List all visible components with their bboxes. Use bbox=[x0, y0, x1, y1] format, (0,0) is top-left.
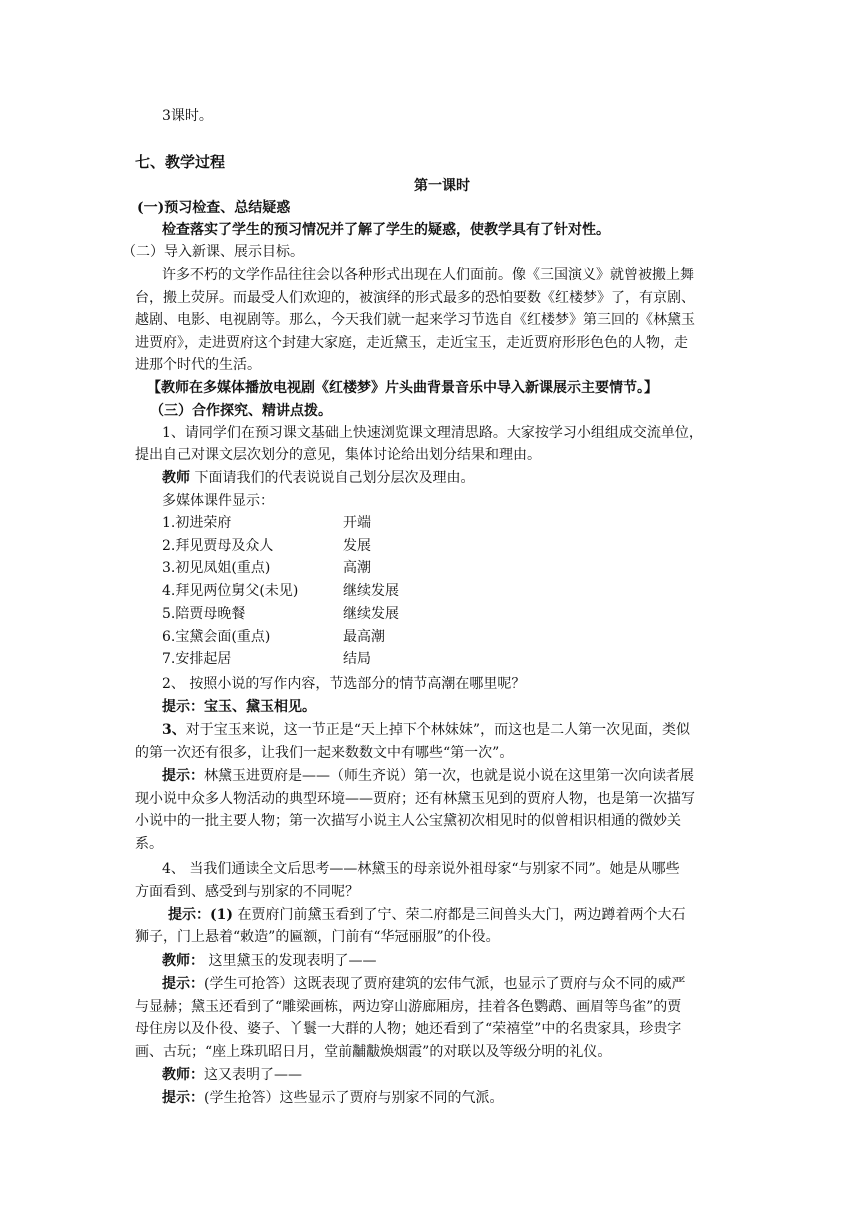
hint-label: 提示：(1) bbox=[168, 907, 233, 923]
paragraph-line bbox=[162, 1089, 503, 1107]
paragraph-line bbox=[162, 767, 694, 785]
paragraph-line: 4、 当我们通读全文后思考——林黛玉的母亲说外祖母家“与别家不同”。她是从哪些 bbox=[162, 861, 680, 877]
subheading-intro: （二）导入新课、展示目标。 bbox=[122, 244, 304, 260]
hint-label: 提示： bbox=[162, 768, 204, 784]
teacher-note: 【教师在多媒体播放电视剧《红楼梦》片头曲背景音乐中导入新课展示主要情节。】 bbox=[147, 380, 658, 396]
paragraph-line: 提出自己对课文层次划分的意见，集体讨论给出划分结果和理由。 bbox=[135, 447, 541, 463]
outline-stage: 继续发展 bbox=[343, 606, 399, 622]
question-number: 3、 bbox=[162, 722, 186, 738]
hint-label: 提示： bbox=[162, 1090, 204, 1106]
line-text: 这里黛玉的发现表明了—— bbox=[204, 953, 377, 969]
paragraph-line bbox=[162, 1066, 302, 1084]
outline-stage: 结局 bbox=[343, 651, 371, 667]
paragraph-line: 2、 按照小说的写作内容，节选部分的情节高潮在哪里呢？ bbox=[162, 676, 526, 692]
outline-stage: 高潮 bbox=[343, 560, 371, 576]
paragraph-line bbox=[162, 469, 474, 487]
paragraph-line: 许多不朽的文学作品往往会以各种形式出现在人们面前。像《三国演义》就曾被搬上舞 bbox=[162, 267, 694, 283]
paragraph-line: 多媒体课件显示： bbox=[162, 493, 274, 509]
paragraph-line: 越剧、电影、电视剧等。那么，今天我们就一起来学习节选自《红楼梦》第三回的《林黛玉 bbox=[135, 312, 695, 328]
outline-item: 5.陪贾母晚餐 bbox=[162, 606, 246, 622]
paragraph-line: 与显赫；黛玉还看到了“雕梁画栋，两边穿山游廊厢房，挂着各色鹦鹉、画眉等鸟雀”的贾 bbox=[135, 999, 682, 1015]
paragraph-line: 1、请同学们在预习课文基础上快速浏览课文理清思路。大家按学习小组组成交流单位， bbox=[162, 425, 703, 441]
paragraph-line: 狮子，门上悬着“敕造”的匾额，门前有“华冠丽服”的仆役。 bbox=[135, 929, 500, 945]
speaker-label: 教师 bbox=[162, 470, 190, 486]
paragraph-line: 台，搬上荧屏。而最受人们欢迎的，被演绎的形式最多的恐怕要数《红楼梦》了，有京剧、 bbox=[135, 290, 695, 306]
line-text: 这又表明了—— bbox=[204, 1067, 302, 1083]
paragraph-line: 母住房以及仆役、婆子、丫鬟一大群的人物；她还看到了“荣禧堂”中的名贵家具，珍贵字 bbox=[135, 1021, 682, 1037]
paragraph-line bbox=[168, 906, 685, 924]
paragraph-line: 方面看到、感受到与别家的不同呢？ bbox=[135, 884, 359, 900]
outline-stage: 发展 bbox=[343, 538, 371, 554]
speaker-label: 教师： bbox=[162, 953, 204, 969]
outline-stage: 继续发展 bbox=[343, 583, 399, 599]
subheading-preview: (一)预习检查、总结疑惑 bbox=[137, 200, 291, 216]
paragraph-line: 画、古玩；“座上珠玑昭日月，堂前黼黻焕烟霞”的对联以及等级分明的礼仪。 bbox=[135, 1044, 612, 1060]
paragraph-line: 进那个时代的生活。 bbox=[135, 357, 261, 373]
outline-item: 6.宝黛会面(重点) bbox=[162, 629, 271, 645]
paragraph-line: 进贾府》，走进贾府这个封建大家庭，走近黛玉，走近宝玉，走近贾府形形色色的人物，走 bbox=[135, 335, 688, 351]
outline-item: 7.安排起居 bbox=[162, 651, 232, 667]
hint-line: 提示：宝玉、黛玉相见。 bbox=[162, 699, 316, 715]
section-heading: 七、教学过程 bbox=[135, 153, 226, 171]
subheading-explore: （三）合作探究、精讲点拨。 bbox=[150, 403, 332, 419]
outline-item: 1.初进荣府 bbox=[162, 515, 232, 531]
paragraph-line: 的第一次还有很多，让我们一起来数数文中有哪些“第一次”。 bbox=[135, 745, 514, 761]
paragraph-line: 现小说中众多人物活动的典型环境——贾府；还有林黛玉见到的贾府人物，也是第一次描写 bbox=[135, 791, 695, 807]
paragraph-line bbox=[162, 721, 690, 739]
paragraph-line: 系。 bbox=[135, 836, 163, 852]
paragraph-line bbox=[162, 975, 685, 993]
line-text: (学生可抢答）这既表现了贾府建筑的宏伟气派，也显示了贾府与众不同的威严 bbox=[204, 976, 686, 992]
line-text: (学生抢答）这些显示了贾府与别家不同的气派。 bbox=[204, 1090, 504, 1106]
line-text: 下面请我们的代表说说自己划分层次及理由。 bbox=[190, 470, 475, 486]
class-hours-line: 3课时。 bbox=[162, 108, 213, 124]
line-text: 对于宝玉来说，这一节正是“天上掉下个林妹妹”，而这也是二人第一次见面，类似 bbox=[185, 722, 691, 738]
outline-item: 4.拜见两位舅父(未见) bbox=[162, 583, 299, 599]
speaker-label: 教师： bbox=[162, 1067, 204, 1083]
lesson-title: 第一课时 bbox=[414, 178, 470, 194]
outline-item: 3.初见凤姐(重点) bbox=[162, 560, 271, 576]
hint-label: 提示： bbox=[162, 976, 204, 992]
outline-item: 2.拜见贾母及众人 bbox=[162, 538, 274, 554]
outline-stage: 开端 bbox=[343, 515, 371, 531]
outline-stage: 最高潮 bbox=[343, 629, 385, 645]
paragraph-line bbox=[162, 952, 376, 970]
paragraph-line: 检查落实了学生的预习情况并了解了学生的疑惑，使教学具有了针对性。 bbox=[162, 222, 610, 238]
line-text: 林黛玉进贾府是——（师生齐说）第一次，也就是说小说在这里第一次向读者展 bbox=[204, 768, 694, 784]
paragraph-line: 小说中的一批主要人物；第一次描写小说主人公宝黛初次相见时的似曾相识相通的微妙关 bbox=[135, 813, 681, 829]
line-text: 在贾府门前黛玉看到了宁、荣二府都是三间兽头大门，两边蹲着两个大石 bbox=[233, 907, 686, 923]
